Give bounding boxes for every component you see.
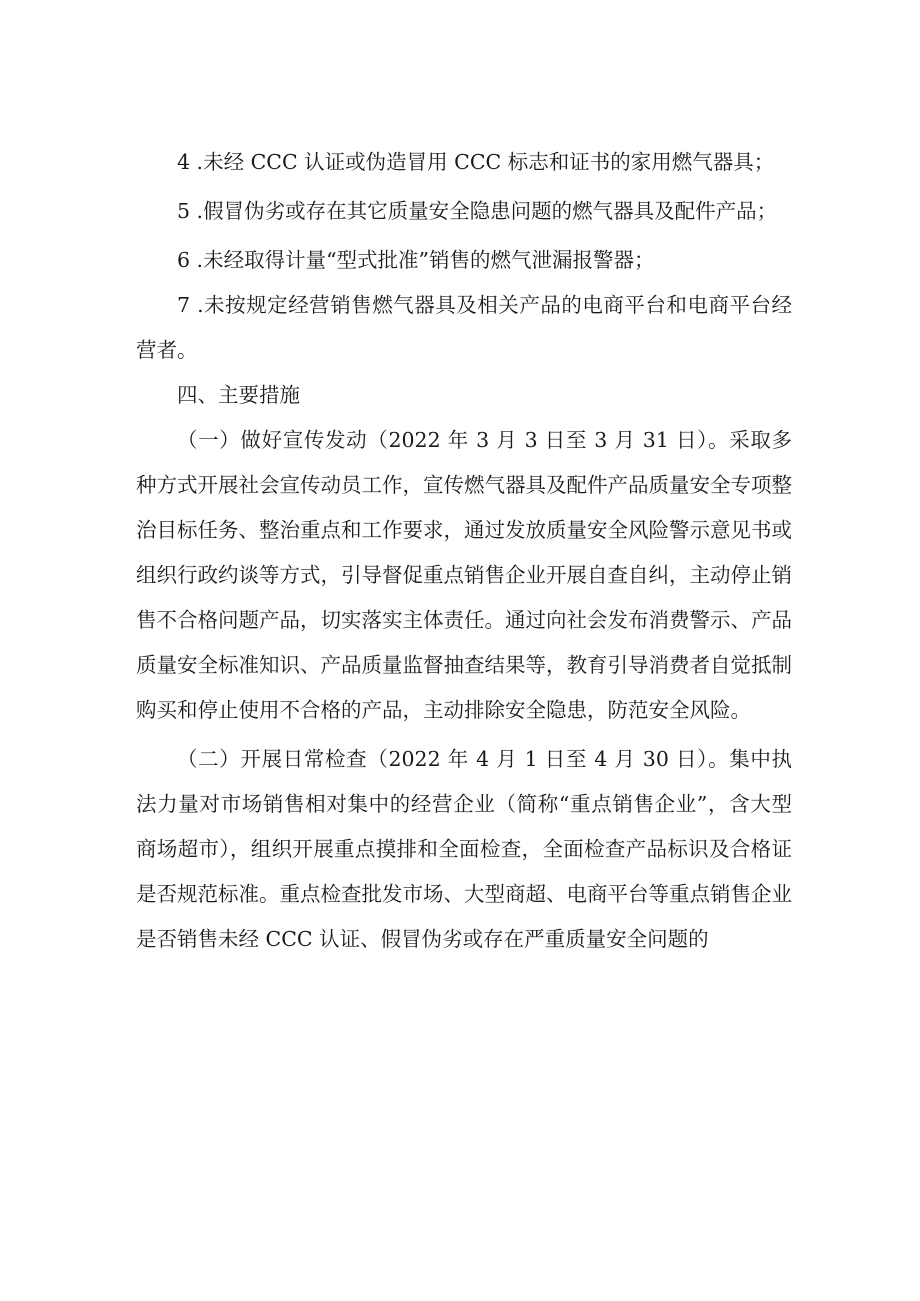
item-4-paragraph: 4 .未经 CCC 认证或伪造冒用 CCC 标志和证书的家用燃气器具； <box>177 150 775 174</box>
item-7-paragraph: 7 .未按规定经营销售燃气器具及相关产品的电商平台和电商平台经营者。 <box>136 293 792 362</box>
measure-2-paragraph: （二）开展日常检查（2022 年 4 月 1 日至 4 月 30 日）。集中执法力量对市场销售相对集中的经营企业（简称“重点销售企业”，含大型商场超市），组织开展重点摸排和全面检查，全面检查产品标识及合格证是否规范标准。重点检查批发市场、大型商超、电商平台等重点销售企业是否销售未经 CCC 认证、假冒伪劣或存在严重质量安全问题的 <box>136 747 792 951</box>
document-body <box>136 140 792 962</box>
item-6-paragraph: 6 .未经取得计量“型式批准”销售的燃气泄漏报警器； <box>177 248 655 272</box>
item-5-paragraph: 5 .假冒伪劣或存在其它质量安全隐患问题的燃气器具及配件产品； <box>177 199 778 223</box>
measure-1-paragraph: （一）做好宣传发动（2022 年 3 月 3 日至 3 月 31 日）。采取多种方式开展社会宣传动员工作，宣传燃气器具及配件产品质量安全专项整治目标任务、整治重点和工作要求，通过发放质量安全风险警示意见书或组织行政约谈等方式，引导督促重点销售企业开展自查自纠，主动停止销售不合格问题产品，切实落实主体责任。通过向社会发布消费警示、产品质量安全标准知识、产品质量监督抽查结果等，教育引导消费者自觉抵制购买和停止使用不合格的产品，主动排除安全隐患，防范安全风险。 <box>136 428 792 722</box>
section-heading: 四、主要措施 <box>177 383 300 407</box>
